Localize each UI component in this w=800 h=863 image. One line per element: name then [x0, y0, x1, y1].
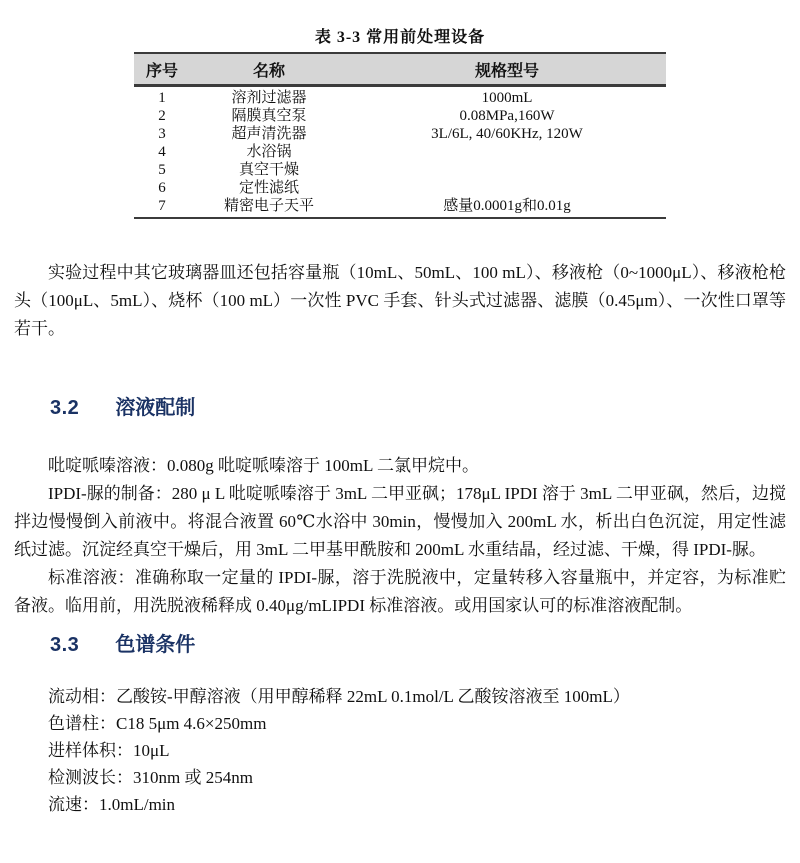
cell-no: 5 [158, 162, 166, 178]
table-row [134, 161, 666, 179]
condition-column: 色谱柱：C18 5μm 4.6×250mm [48, 714, 267, 733]
cell-spec [348, 143, 666, 161]
paragraph-pyridine-solution: 吡啶哌嗪溶液：0.080g 吡啶哌嗪溶于 100mL 二氯甲烷中。 [48, 456, 479, 475]
column-header-name: 名称 [190, 53, 348, 86]
section-heading-3-2 [14, 391, 786, 420]
equipment-table-body [134, 86, 666, 219]
table-caption: 表 3-3 常用前处理设备 [314, 29, 486, 46]
table-row [134, 197, 666, 218]
cell-no: 4 [158, 144, 166, 160]
cell-no: 3 [158, 126, 166, 142]
column-header-spec: 规格型号 [348, 53, 666, 86]
equipment-table [134, 52, 666, 219]
table-header-row [134, 53, 666, 86]
cell-no: 6 [158, 180, 166, 196]
cell-no: 2 [158, 108, 166, 124]
cell-no: 7 [134, 197, 190, 218]
equipment-table-header [134, 53, 666, 86]
condition-mobile-phase: 流动相：乙酸铵-甲醇溶液（用甲醇稀释 22mL 0.1mol/L 乙酸铵溶液至 100mL） [48, 687, 630, 706]
cell-spec: 0.08MPa,160W [459, 108, 555, 124]
paragraph-standard-solution: 标准溶液：准确称取一定量的 IPDI-脲，溶于洗脱液中，定量转移入容量瓶中，并定容，为标准贮备液。临用前，用洗脱液稀释成 0.40μg/mLIPDI 标准溶液。或用国家认可的标准溶液配制。 [14, 568, 786, 615]
table-row [134, 143, 666, 161]
condition-flow-rate: 流速：1.0mL/min [48, 795, 176, 814]
cell-name: 超声清洗器 [231, 126, 307, 142]
section-heading-3-3 [14, 628, 786, 657]
table-row [134, 86, 666, 108]
table-row [134, 125, 666, 143]
paragraph-ipdi-urea-prep: IPDI-脲的制备：280 μ L 吡啶哌嗪溶于 3mL 二甲亚砜；178μL IPDI 溶于 3mL 二甲亚砜，然后，边搅拌边慢慢倒入前液中。将混合液置 60℃水浴中 30min，慢慢加入 200mL 水，析出白色沉淀，用定性滤纸过滤。沉淀经真空干燥后，用 3mL 二甲基甲酰胺和 200mL 水重结晶，经过滤、干燥，得 IPDI-脲。 [14, 484, 786, 559]
table-row [134, 179, 666, 197]
cell-spec [348, 179, 666, 197]
cell-name: 水浴锅 [246, 144, 292, 160]
condition-injection-volume: 进样体积：10μL [48, 741, 170, 760]
cell-spec: 感量0.0001g和0.01g [348, 197, 666, 218]
cell-spec [348, 161, 666, 179]
cell-name: 精密电子天平 [190, 197, 348, 218]
condition-wavelength: 检测波长：310nm 或 254nm [48, 768, 253, 787]
column-header-no: 序号 [134, 53, 190, 86]
cell-no: 1 [158, 90, 166, 106]
section-number: 3.3 [50, 634, 80, 656]
cell-name: 溶剂过滤器 [231, 90, 307, 106]
intro-paragraph: 实验过程中其它玻璃器皿还包括容量瓶（10mL、50mL、100 mL）、移液枪（0~1000μL）、移液枪枪头（100μL、5mL）、烧杯（100 mL）一次性 PVC 手套、针头式过滤器、滤膜（0.45μm）、一次性口罩等若干。 [14, 263, 786, 338]
table-row [134, 107, 666, 125]
cell-spec: 1000mL [481, 90, 533, 106]
section-title: 溶液配制 [115, 397, 196, 419]
cell-name: 真空干燥 [238, 162, 299, 178]
cell-name: 隔膜真空泵 [231, 108, 307, 124]
cell-name: 定性滤纸 [238, 180, 299, 196]
section-number: 3.2 [50, 397, 80, 419]
cell-spec: 3L/6L, 40/60KHz, 120W [431, 126, 583, 142]
section-title: 色谱条件 [115, 634, 196, 656]
